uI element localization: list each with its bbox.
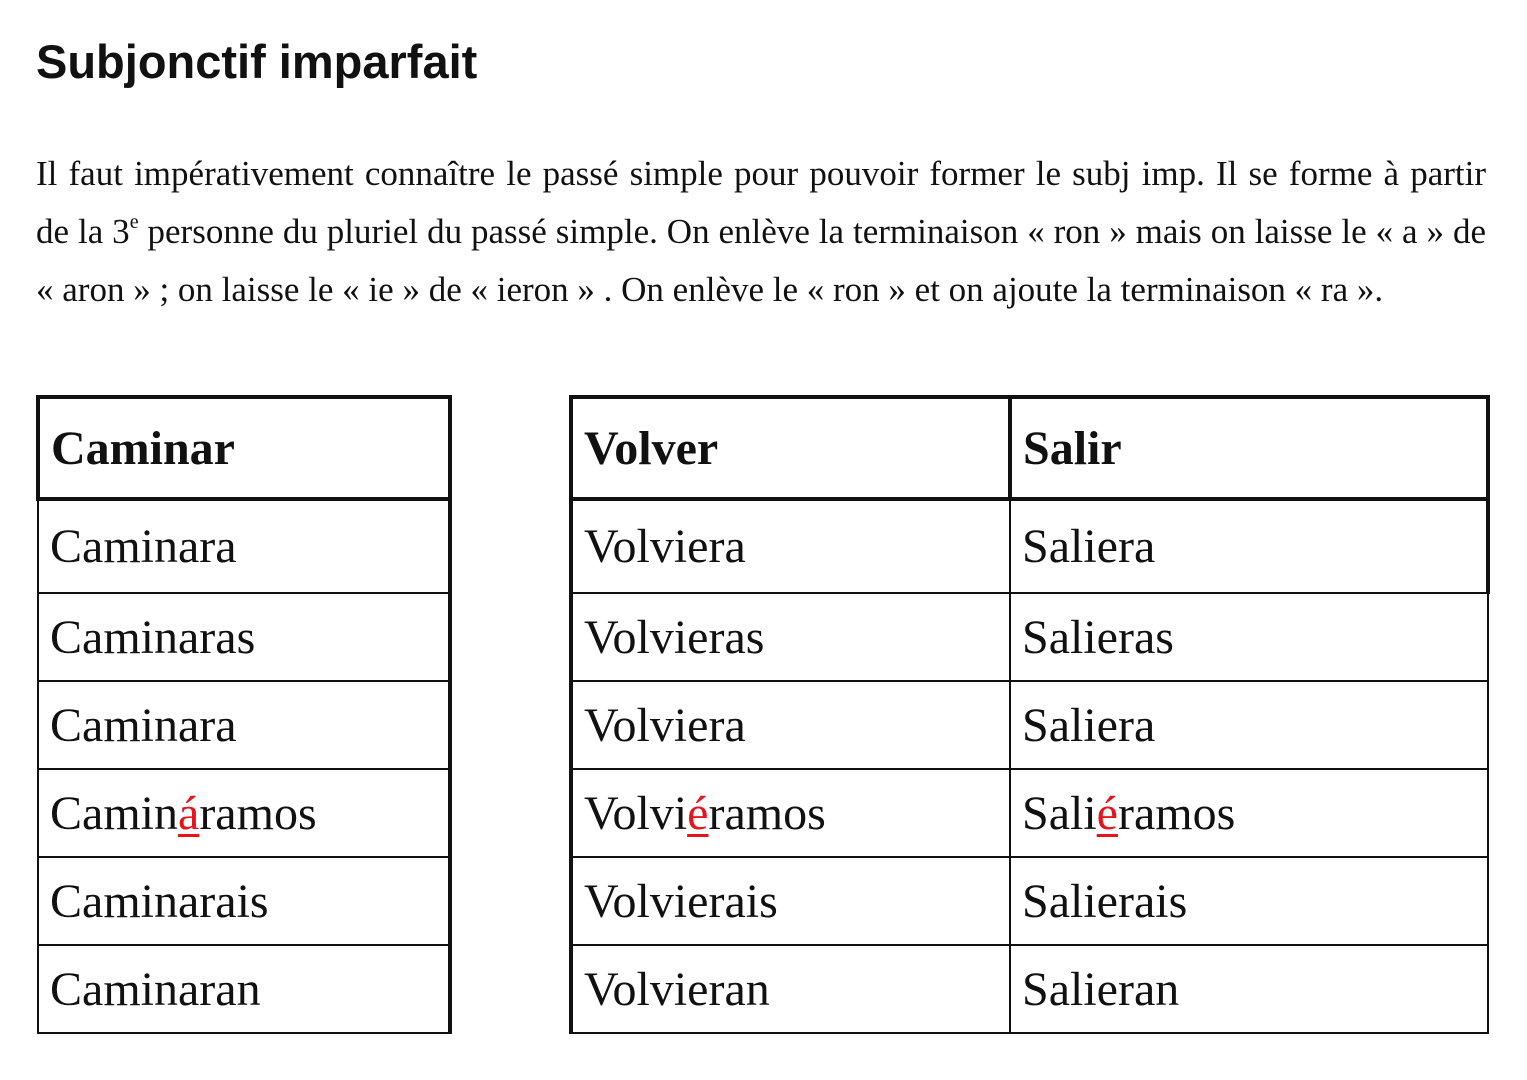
volver-header: Volver (571, 397, 1010, 499)
table-row (38, 945, 450, 1033)
table-row (571, 499, 1488, 593)
paragraph-text-start: Il faut impérativement connaître le passé simple pour pouvoir former le subj imp. Il se forme à partir de la 3 (36, 154, 1486, 251)
caminar-cell: Caminara (38, 681, 450, 769)
table-row (38, 769, 450, 857)
table-row (38, 593, 450, 681)
table-row (571, 857, 1488, 945)
page-title: Subjonctif imparfait (36, 35, 478, 88)
explanation-paragraph (36, 145, 1486, 319)
salir-cell: Saliéramos (1010, 769, 1488, 857)
caminar-cell: Caminara (38, 499, 450, 593)
volver-cell: Volviera (571, 499, 1010, 593)
caminar-cell: Caminarais (38, 857, 450, 945)
salir-cell: Salieran (1010, 945, 1488, 1033)
salir-cell: Saliera (1010, 681, 1488, 769)
caminar-cell: Caminaran (38, 945, 450, 1033)
table-row (571, 769, 1488, 857)
caminar-table (36, 395, 452, 1034)
volver-salir-table (569, 395, 1490, 1034)
caminar-header: Caminar (38, 397, 450, 499)
table-row (38, 681, 450, 769)
salir-cell: Saliera (1010, 499, 1488, 593)
stressed-vowel-highlight: é (1096, 786, 1118, 840)
stressed-vowel-highlight: é (687, 786, 709, 840)
volver-cell: Volvieras (571, 593, 1010, 681)
salir-cell: Salierais (1010, 857, 1488, 945)
table-row (571, 681, 1488, 769)
volver-cell: Volvierais (571, 857, 1010, 945)
paragraph-text-end: personne du pluriel du passé simple. On enlève la terminaison « ron » mais on laisse le « a » de « aron » ; on laisse le « ie » de « ieron » . On enlève le « ron » et on ajoute la terminaison « ra ». (36, 212, 1486, 309)
volver-cell: Volvieran (571, 945, 1010, 1033)
stressed-vowel-highlight: á (178, 786, 200, 840)
salir-header: Salir (1010, 397, 1488, 499)
volver-cell: Volviéramos (571, 769, 1010, 857)
caminar-cell: Caminaras (38, 593, 450, 681)
salir-cell: Salieras (1010, 593, 1488, 681)
table-row (38, 499, 450, 593)
superscript-e: e (129, 211, 139, 233)
table-row (571, 945, 1488, 1033)
volver-cell: Volviera (571, 681, 1010, 769)
table-header-row (38, 397, 450, 499)
table-header-row (571, 397, 1488, 499)
table-row (571, 593, 1488, 681)
table-row (38, 857, 450, 945)
caminar-cell: Camináramos (38, 769, 450, 857)
